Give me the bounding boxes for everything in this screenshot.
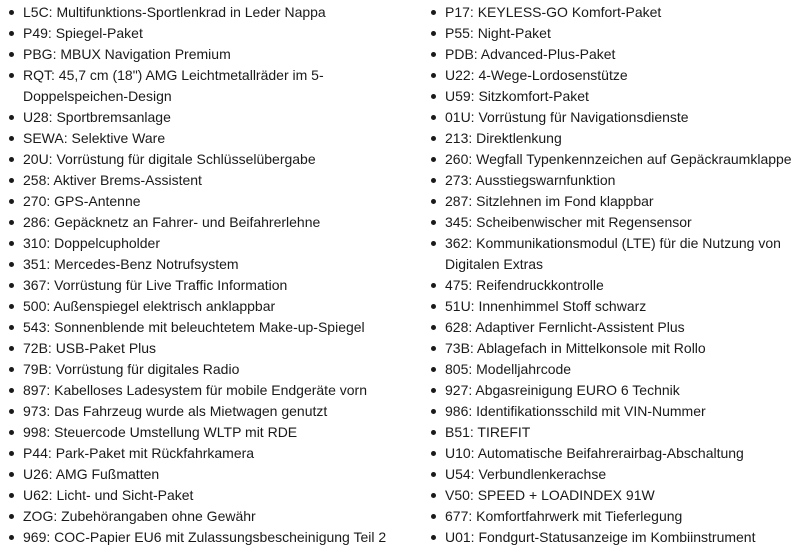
list-item-text: 351: Mercedes-Benz Notrufsystem [23,256,239,272]
list-item-text: 927: Abgasreinigung EURO 6 Technik [445,382,680,398]
list-item [8,128,403,149]
equipment-list-left-column [8,2,403,548]
list-item [430,317,798,338]
list-item [430,65,798,86]
list-item-text: 20U: Vorrüstung für digitale Schlüsselübergabe [23,151,316,167]
list-item-text: 677: Komfortfahrwerk mit Tieferlegung [445,508,683,524]
list-item-text: P17: KEYLESS-GO Komfort-Paket [445,4,662,20]
list-item [8,23,403,44]
list-item-text: 258: Aktiver Brems-Assistent [23,172,202,188]
list-item [430,464,798,485]
list-item-text: 286: Gepäcknetz an Fahrer- und Beifahrerlehne [23,214,321,230]
list-item [430,107,798,128]
list-item [430,233,798,275]
list-item [430,338,798,359]
list-item [430,527,798,548]
list-item [8,485,403,506]
list-item [430,212,798,233]
list-item [430,44,798,65]
list-item-text: L5C: Multifunktions-Sportlenkrad in Leder Nappa [23,4,326,20]
list-item [8,359,403,380]
list-item-text: 543: Sonnenblende mit beleuchtetem Make-up-Spiegel [23,319,365,335]
list-item [8,149,403,170]
list-item-text: 628: Adaptiver Fernlicht-Assistent Plus [445,319,685,335]
list-item-text: 01U: Vorrüstung für Navigationsdienste [445,109,689,125]
list-item-text: P49: Spiegel-Paket [23,25,143,41]
list-item [8,212,403,233]
list-item [430,149,798,170]
list-item-text: U10: Automatische Beifahrerairbag-Abschaltung [445,445,744,461]
list-item-text: U22: 4-Wege-Lordosenstütze [445,67,628,83]
list-item [8,275,403,296]
list-item-text: PDB: Advanced-Plus-Paket [445,46,616,62]
list-item-text: 986: Identifikationsschild mit VIN-Nummer [445,403,706,419]
list-item-text: SEWA: Selektive Ware [23,130,166,146]
list-item-text: 273: Ausstiegswarnfunktion [445,172,616,188]
list-item-text: U59: Sitzkomfort-Paket [445,88,589,104]
list-item [430,296,798,317]
list-item-text: 260: Wegfall Typenkennzeichen auf Gepäckraumklappe [445,151,792,167]
list-item-text: P44: Park-Paket mit Rückfahrkamera [23,445,255,461]
list-item [430,128,798,149]
list-item-text: 73B: Ablagefach in Mittelkonsole mit Rollo [445,340,706,356]
list-item-text: 367: Vorrüstung für Live Traffic Information [23,277,288,293]
list-item [8,254,403,275]
list-item-text: ZOG: Zubehörangaben ohne Gewähr [23,508,256,524]
list-item-text: U26: AMG Fußmatten [23,466,160,482]
list-item [8,2,403,23]
list-item [8,65,403,107]
list-item [430,443,798,464]
list-item-text: B51: TIREFIT [445,424,531,440]
list-item-text: U54: Verbundlenkerachse [445,466,607,482]
list-item-text: 79B: Vorrüstung für digitales Radio [23,361,240,377]
list-item-text: 270: GPS-Antenne [23,193,141,209]
list-item [430,275,798,296]
list-item-text: 51U: Innenhimmel Stoff schwarz [445,298,647,314]
list-item-text: 213: Direktlenkung [445,130,562,146]
list-item-text: P55: Night-Paket [445,25,551,41]
list-item [8,443,403,464]
list-item [8,401,403,422]
list-item-text: 998: Steuercode Umstellung WLTP mit RDE [23,424,298,440]
list-item [430,401,798,422]
list-item [8,44,403,65]
list-item-text: 287: Sitzlehnen im Fond klappbar [445,193,654,209]
list-item [430,191,798,212]
list-item [8,338,403,359]
list-item-text: 969: COC-Papier EU6 mit Zulassungsbescheinigung Teil 2 [23,529,387,545]
list-item-text: 805: Modelljahrcode [445,361,572,377]
list-item-text: 345: Scheibenwischer mit Regensensor [445,214,692,230]
list-item [430,23,798,44]
list-item [430,485,798,506]
list-item [8,380,403,401]
list-item-text: 973: Das Fahrzeug wurde als Mietwagen genutzt [23,403,328,419]
list-item [430,359,798,380]
list-item [8,296,403,317]
list-item-text: V50: SPEED + LOADINDEX 91W [445,487,655,503]
list-item-text: 897: Kabelloses Ladesystem für mobile Endgeräte vorn [23,382,367,398]
list-item [8,464,403,485]
list-item [8,422,403,443]
list-item-text: U01: Fondgurt-Statusanzeige im Kombiinstrument [445,529,756,545]
list-item-text: 475: Reifendruckkontrolle [445,277,604,293]
list-item [430,86,798,107]
list-item-text: U62: Licht- und Sicht-Paket [23,487,194,503]
list-item [8,170,403,191]
equipment-list-right-column [430,2,798,548]
list-item [8,191,403,212]
list-item [430,380,798,401]
list-item-text: 500: Außenspiegel elektrisch anklappbar [23,298,276,314]
list-item [8,527,403,548]
list-item [430,506,798,527]
list-item-text: RQT: 45,7 cm (18") AMG Leichtmetallräder im 5-Doppelspeichen-Design [23,67,324,104]
list-item [8,107,403,128]
list-item [430,422,798,443]
list-item-text: PBG: MBUX Navigation Premium [23,46,231,62]
list-item-text: 362: Kommunikationsmodul (LTE) für die Nutzung von Digitalen Extras [445,235,781,272]
list-item [8,233,403,254]
list-item-text: U28: Sportbremsanlage [23,109,171,125]
equipment-list [0,2,800,548]
list-item-text: 72B: USB-Paket Plus [23,340,157,356]
list-item [8,317,403,338]
list-item [430,170,798,191]
list-item-text: 310: Doppelcupholder [23,235,160,251]
list-item [8,506,403,527]
list-item [430,2,798,23]
